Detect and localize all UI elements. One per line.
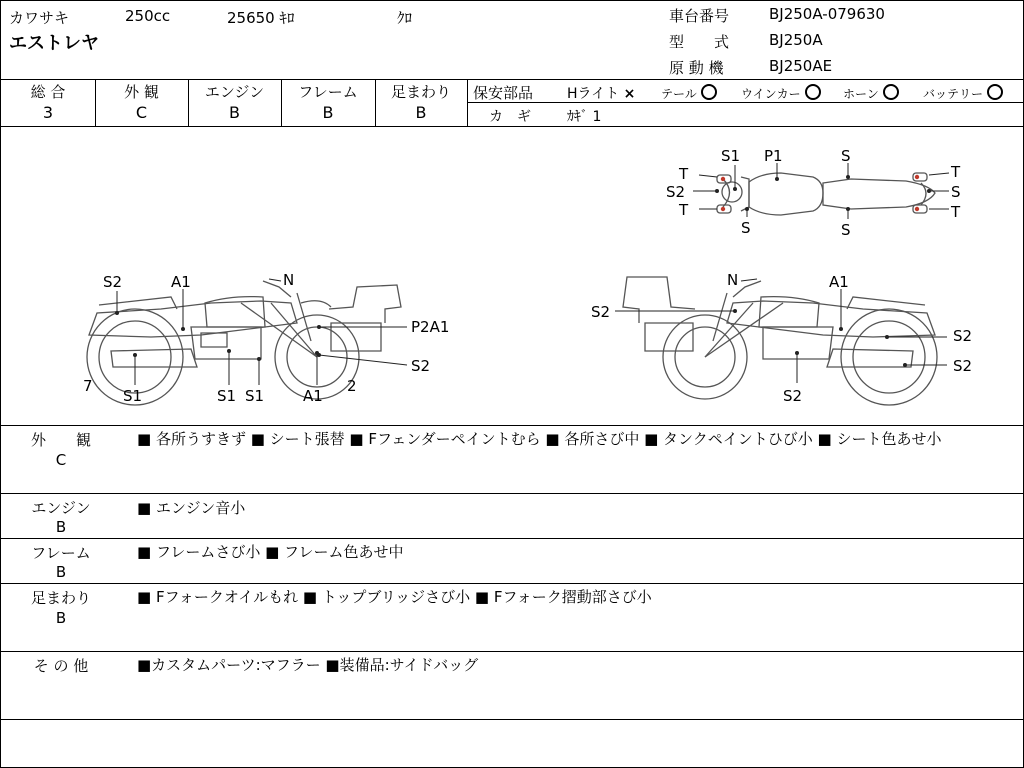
- color: ｸﾛ: [397, 9, 413, 27]
- left-label-s2-fork: S2: [411, 357, 431, 375]
- safety-headlight: Hライト ×: [567, 86, 636, 102]
- ok-circle-icon: [987, 84, 1003, 100]
- note-exterior-label: 外 観: [30, 431, 91, 449]
- right-label-s2-wheel: S2: [953, 357, 973, 375]
- top-label-t3: T: [951, 163, 961, 181]
- bike-diagram: [1, 127, 1023, 425]
- note-engine-text: ■ エンジン音小: [137, 499, 246, 517]
- type-label: 型 式: [669, 33, 730, 51]
- safety-horn: ホーン: [843, 84, 899, 102]
- grade-engine-label: エンジン: [204, 83, 265, 101]
- top-label-t4: T: [951, 203, 961, 221]
- engine-value: BJ250AE: [769, 57, 833, 75]
- left-label-7: 7: [83, 377, 93, 395]
- safety-battery: バッテリー: [923, 84, 1003, 102]
- note-other-label: そ の 他: [33, 657, 89, 675]
- left-label-s1-frame: S1: [245, 387, 265, 405]
- grade-frame-label: フレーム: [298, 83, 358, 101]
- note-frame-grade: B: [55, 563, 67, 581]
- left-label-a1-tank: A1: [171, 273, 191, 291]
- ok-circle-icon: [883, 84, 899, 100]
- ok-circle-icon: [805, 84, 821, 100]
- type-value: BJ250A: [769, 31, 823, 49]
- bike-top-view: [717, 173, 935, 215]
- grade-total-label: 総 合: [30, 83, 66, 101]
- ok-circle-icon: [701, 84, 717, 100]
- frame-no-label: 車台番号: [669, 7, 730, 25]
- right-label-s2-engine: S2: [783, 387, 803, 405]
- grade-exterior-value: C: [135, 103, 148, 122]
- grade-engine-value: B: [229, 103, 240, 122]
- left-label-s2-seat: S2: [103, 273, 123, 291]
- top-label-p1: P1: [764, 147, 783, 165]
- top-label-t2: T: [679, 201, 689, 219]
- note-frame-text: ■ フレームさび小 ■ フレーム色あせ中: [137, 543, 404, 561]
- left-label-a1-wheel: A1: [303, 387, 323, 405]
- left-label-s1-muffler: S1: [123, 387, 143, 405]
- displacement: 250cc: [125, 7, 171, 25]
- note-suspension-label: 足まわり: [30, 589, 91, 607]
- model-name: エストレヤ: [9, 33, 99, 54]
- left-label-s1-engine: S1: [217, 387, 237, 405]
- left-label-2: 2: [347, 377, 357, 395]
- grade-suspension-value: B: [415, 103, 427, 122]
- maker: カワサキ: [9, 9, 70, 27]
- note-frame-label: フレーム: [31, 544, 91, 562]
- grade-total-value: 3: [42, 103, 54, 122]
- left-label-n: N: [283, 271, 295, 289]
- engine-label: 原 動 機: [669, 59, 724, 77]
- grade-suspension-label: 足まわり: [390, 83, 451, 101]
- top-label-s2: S2: [666, 183, 686, 201]
- key-value: ｶｷﾞ 1: [567, 109, 602, 125]
- safety-label: 保安部品: [473, 84, 534, 102]
- note-engine-label: エンジン: [31, 499, 91, 517]
- note-exterior-grade: C: [55, 451, 67, 469]
- right-label-s2-rear: S2: [953, 327, 973, 345]
- note-suspension-grade: B: [55, 609, 67, 627]
- note-other-text: ■カスタムパーツ:マフラー ■装備品:サイドバッグ: [137, 656, 479, 674]
- top-label-s-rear: S: [951, 183, 961, 201]
- note-exterior-text: ■ 各所うすきず ■ シート張替 ■ Fフェンダーペイントむら ■ 各所さび中 ■ タンクペイントひび小 ■ シート色あせ小: [137, 430, 942, 448]
- frame-no: BJ250A-079630: [769, 5, 885, 23]
- top-label-t1: T: [679, 165, 689, 183]
- right-label-s2-bag: S2: [591, 303, 611, 321]
- top-label-s-front: S: [741, 219, 751, 237]
- safety-winker: ウインカー: [741, 84, 821, 102]
- left-label-p2a1: P2A1: [411, 318, 450, 336]
- note-suspension-text: ■ Fフォークオイルもれ ■ トップブリッジさび小 ■ Fフォーク摺動部さび小: [137, 588, 652, 606]
- key-label: カ ギ: [489, 109, 531, 125]
- right-label-n: N: [727, 271, 739, 289]
- right-label-a1: A1: [829, 273, 849, 291]
- top-label-s-top: S: [841, 147, 851, 165]
- grade-frame-value: B: [322, 103, 334, 122]
- grade-exterior-label: 外 観: [124, 83, 159, 101]
- note-engine-grade: B: [55, 518, 67, 536]
- mileage: 25650 ｷﾛ: [227, 9, 295, 27]
- top-label-s-bottom: S: [841, 221, 851, 239]
- top-label-s1: S1: [721, 147, 741, 165]
- safety-tail: テール: [661, 84, 717, 102]
- bike-right-view: [623, 277, 937, 405]
